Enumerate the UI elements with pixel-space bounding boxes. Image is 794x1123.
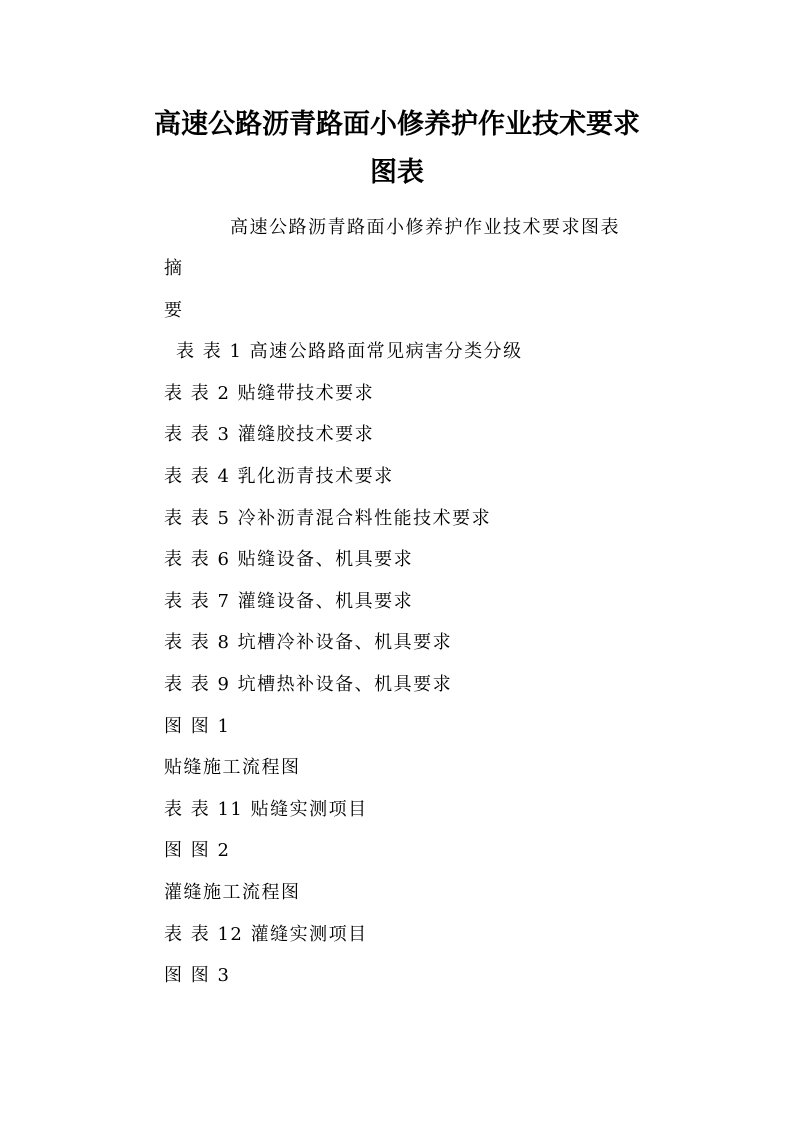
contents-line-figure-1-caption: 贴缝施工流程图	[164, 757, 301, 779]
contents-line-table-2: 表 表 2 贴缝带技术要求	[164, 382, 375, 404]
contents-line-table-8: 表 表 8 坑槽冷补设备、机具要求	[164, 632, 453, 654]
document-subtitle: 高速公路沥青路面小修养护作业技术要求图表	[230, 217, 620, 238]
document-title: 高速公路沥青路面小修养护作业技术要求	[154, 109, 640, 140]
contents-line-figure-1: 图 图 1	[164, 715, 231, 737]
contents-line-abstract-2: 要	[164, 299, 184, 321]
contents-list	[164, 255, 523, 1004]
contents-line-table-1: 表 表 1 高速公路路面常见病害分类分级	[176, 341, 523, 363]
contents-line-table-11: 表 表 11 贴缝实测项目	[164, 798, 368, 820]
contents-line-abstract-1: 摘	[164, 258, 184, 279]
contents-line-table-7: 表 表 7 灌缝设备、机具要求	[164, 590, 414, 612]
contents-line-figure-3: 图 图 3	[164, 965, 231, 987]
contents-line-table-5: 表 表 5 冷补沥青混合料性能技术要求	[164, 507, 492, 529]
contents-line-table-12: 表 表 12 灌缝实测项目	[164, 923, 368, 945]
contents-line-table-9: 表 表 9 坑槽热补设备、机具要求	[164, 673, 453, 695]
document-title-continuation: 图表	[370, 157, 424, 188]
contents-line-table-6: 表 表 6 贴缝设备、机具要求	[164, 549, 414, 571]
contents-line-table-3: 表 表 3 灌缝胶技术要求	[164, 424, 375, 446]
contents-line-table-4: 表 表 4 乳化沥青技术要求	[164, 465, 394, 487]
contents-line-figure-2-caption: 灌缝施工流程图	[164, 881, 301, 903]
contents-line-figure-2: 图 图 2	[164, 840, 231, 862]
